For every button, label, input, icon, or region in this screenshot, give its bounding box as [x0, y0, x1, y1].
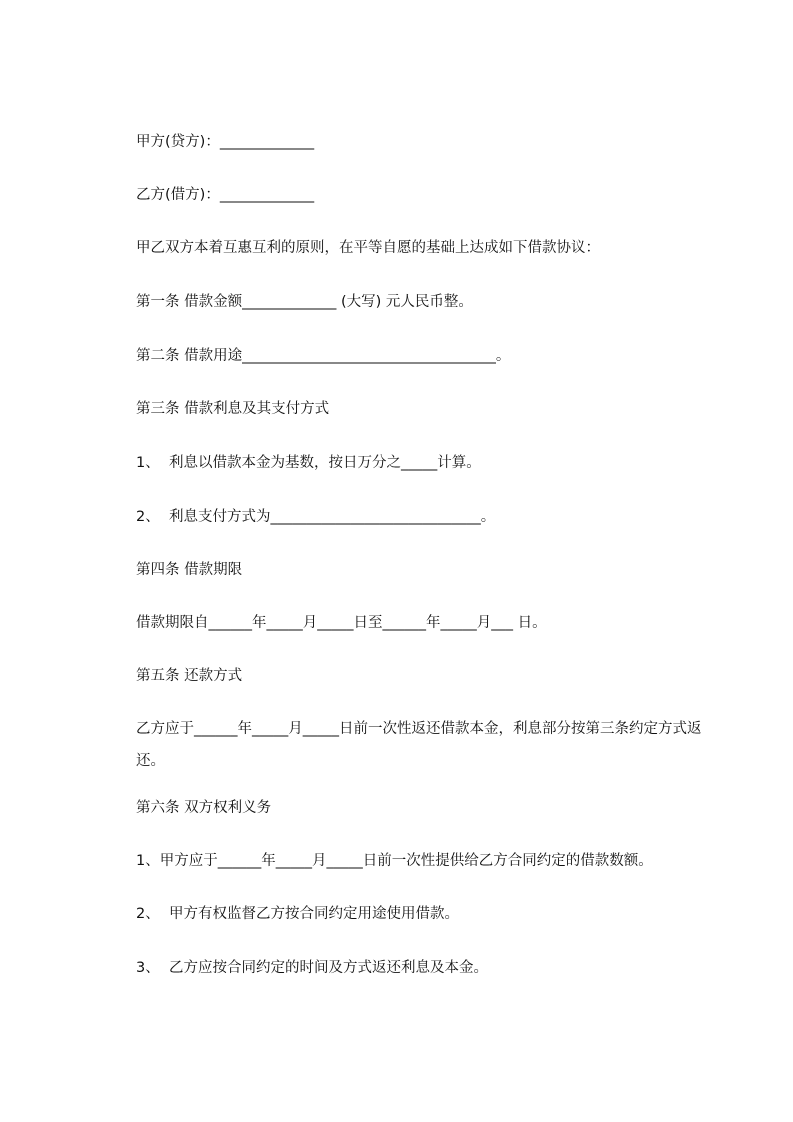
- article-4-heading: 第四条 借款期限: [136, 562, 243, 578]
- article-6-clause-2: 2、 甲方有权监督乙方按合同约定用途使用借款。: [136, 906, 459, 922]
- article-5-heading: 第五条 还款方式: [136, 668, 243, 684]
- article-6-heading: 第六条 双方权利义务: [136, 800, 272, 816]
- article-6-clause-3: 3、 乙方应按合同约定的时间及方式返还利息及本金。: [136, 960, 488, 976]
- agreement-preamble: 甲乙双方本着互惠互利的原则，在平等自愿的基础上达成如下借款协议：: [136, 240, 600, 256]
- article-5-repayment: 乙方应于______年_____月_____日前一次性返还借款本金，利息部分按第三条约定方式返还。: [136, 721, 702, 769]
- lender-party-line: 甲方(贷方)：_____________: [136, 134, 315, 150]
- article-3-clause-1: 1、 利息以借款本金为基数，按日万分之_____计算。: [136, 455, 481, 471]
- article-3-heading: 第三条 借款利息及其支付方式: [136, 401, 330, 417]
- article-2-loan-purpose: 第二条 借款用途___________________________________。: [136, 348, 511, 364]
- borrower-party-line: 乙方(借方)：_____________: [136, 187, 315, 203]
- article-6-clause-1: 1、甲方应于______年_____月_____日前一次性提供给乙方合同约定的借款数额。: [136, 853, 653, 869]
- article-4-loan-term: 借款期限自______年_____月_____日至______年_____月___ 日。: [136, 615, 547, 631]
- article-3-clause-2: 2、 利息支付方式为_____________________________。: [136, 509, 496, 525]
- article-1-loan-amount: 第一条 借款金额_____________ (大写) 元人民币整。: [136, 294, 473, 310]
